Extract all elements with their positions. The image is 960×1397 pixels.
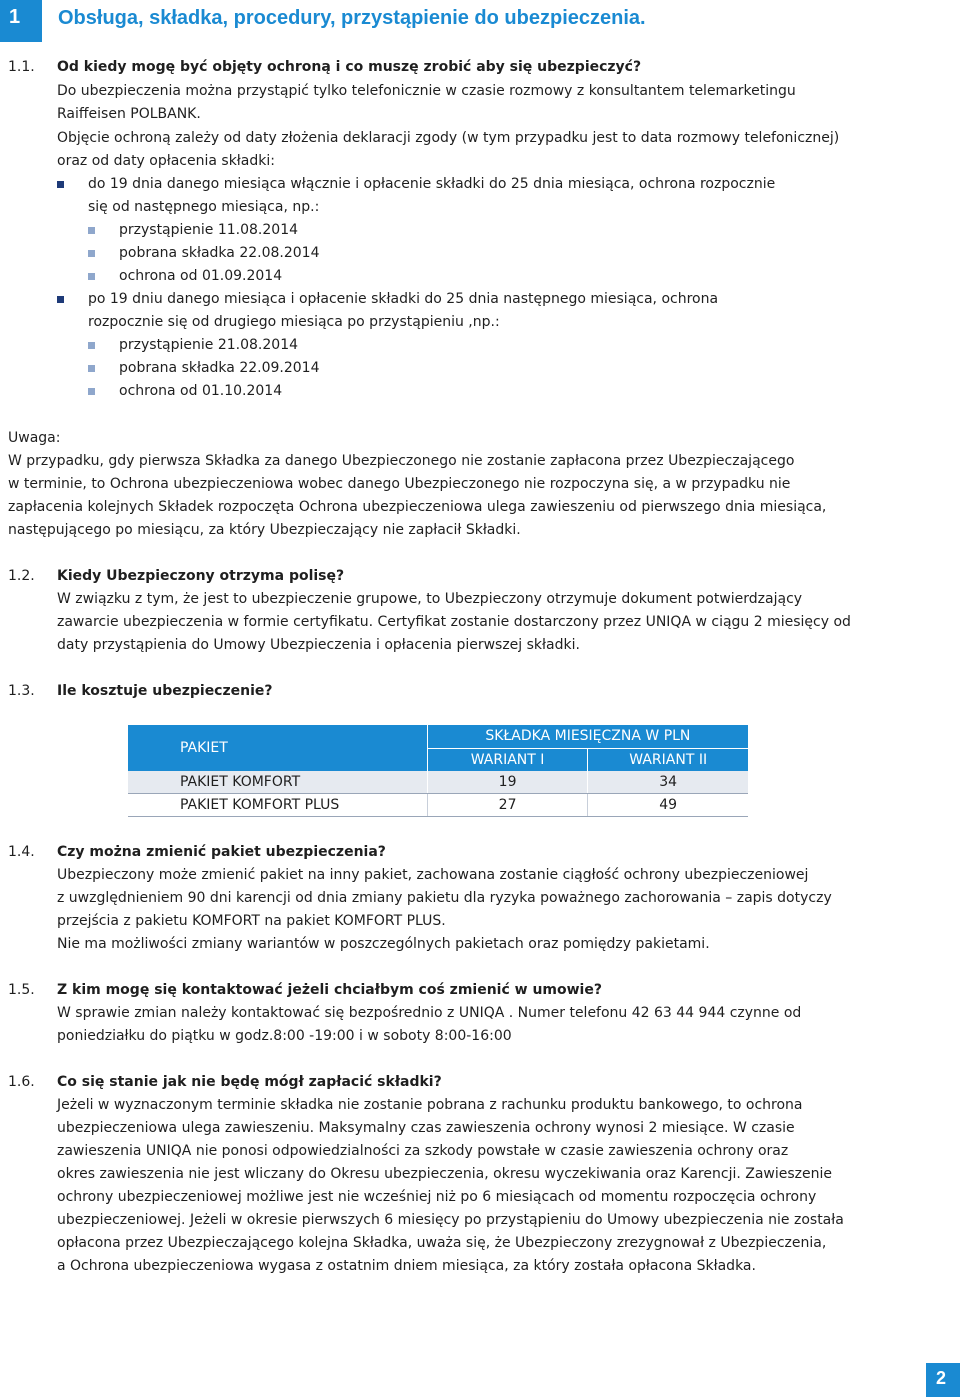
table-cell-value: 19 xyxy=(427,771,588,794)
section-1-5-number: 1.5. xyxy=(8,982,35,998)
paragraph-line: W sprawie zmian należy kontaktować się bezpośrednio z UNIQA . Numer telefonu 42 63 44 944 czynne od xyxy=(57,1005,802,1021)
note-line: następującego po miesiącu, za który Ubezpieczający nie zapłacił Składki. xyxy=(8,522,521,538)
section-1-4-number: 1.4. xyxy=(8,844,35,860)
table-header-wariant-2: WARIANT II xyxy=(588,748,748,771)
paragraph-line: Jeżeli w wyznaczonym terminie składka nie zostanie pobrana z rachunku produktu bankowego, to ochrona xyxy=(57,1097,803,1113)
sub-bullet-text: przystąpienie 21.08.2014 xyxy=(119,337,299,353)
sub-bullet-square-icon xyxy=(88,388,95,395)
section-1-4-heading: Czy można zmienić pakiet ubezpieczenia? xyxy=(57,844,386,860)
section-1-2-number: 1.2. xyxy=(8,568,35,584)
paragraph-line: a Ochrona ubezpieczeniowa wygasa z ostatnim dniem miesiąca, za który została opłacona Składka. xyxy=(57,1258,756,1274)
section-1-6-heading: Co się stanie jak nie będę mógł zapłacić składki? xyxy=(57,1074,442,1090)
table-row xyxy=(128,771,748,794)
sub-bullet-text: pobrana składka 22.08.2014 xyxy=(119,245,320,261)
bullet-text: rozpocznie się od drugiego miesiąca po przystąpieniu ,np.: xyxy=(88,314,500,330)
sub-bullet-text: pobrana składka 22.09.2014 xyxy=(119,360,320,376)
paragraph-line: ubezpieczeniowej. Jeżeli w okresie pierwszych 6 miesięcy po przystąpieniu do Umowy ubezpieczenia nie została xyxy=(57,1212,844,1228)
paragraph-line: Ubezpieczony może zmienić pakiet na inny pakiet, zachowana zostanie ciągłość ochrony ubezpieczeniowej xyxy=(57,867,809,883)
note-line: zapłacenia kolejnych Składek rozpoczęta Ochrona ubezpieczeniowa ulega zawieszeniu od pierwszego dnia miesiąca, xyxy=(8,499,827,515)
note-label: Uwaga: xyxy=(8,430,61,446)
table-cell-package: PAKIET KOMFORT PLUS xyxy=(128,794,427,817)
paragraph-line: Objęcie ochroną zależy od daty złożenia deklaracji zgody (w tym przypadku jest to data rozmowy telefonicznej) xyxy=(57,130,840,146)
paragraph-line: okres zawieszenia nie jest wliczany do Okresu ubezpieczenia, okresu wyczekiwania oraz Karencji. Zawieszenie xyxy=(57,1166,832,1182)
paragraph-line: W związku z tym, że jest to ubezpieczenie grupowe, to Ubezpieczony otrzymuje dokument potwierdzający xyxy=(57,591,803,607)
paragraph-line: Raiffeisen POLBANK. xyxy=(57,106,201,122)
page-number: 2 xyxy=(936,1368,947,1388)
paragraph-line: zawieszenia UNIQA nie ponosi odpowiedzialności za szkody powstałe w czasie zawieszenia ochrony oraz xyxy=(57,1143,789,1159)
section-1-1-heading: Od kiedy mogę być objęty ochroną i co muszę zrobić aby się ubezpieczyć? xyxy=(57,59,642,75)
bullet-text: po 19 dniu danego miesiąca i opłacenie składki do 25 dnia następnego miesiąca, ochrona xyxy=(88,291,719,307)
section-1-6-number: 1.6. xyxy=(8,1074,35,1090)
paragraph-line: Nie ma możliwości zmiany wariantów w poszczególnych pakietach oraz pomiędzy pakietami. xyxy=(57,936,710,952)
sub-bullet-square-icon xyxy=(88,227,95,234)
sub-bullet-square-icon xyxy=(88,365,95,372)
bullet-text: się od następnego miesiąca, np.: xyxy=(88,199,320,215)
bullet-text: do 19 dnia danego miesiąca włącznie i opłacenie składki do 25 dnia miesiąca, ochrona rozpocznie xyxy=(88,176,776,192)
table-header-pakiet: PAKIET xyxy=(128,725,427,771)
section-1-5-heading: Z kim mogę się kontaktować jeżeli chciałbym coś zmienić w umowie? xyxy=(57,982,602,998)
section-1-2-heading: Kiedy Ubezpieczony otrzyma polisę? xyxy=(57,568,345,584)
paragraph-line: poniedziałku do piątku w godz.8:00 -19:00 i w soboty 8:00-16:00 xyxy=(57,1028,512,1044)
page-number-badge xyxy=(926,1363,960,1397)
sub-bullet-square-icon xyxy=(88,342,95,349)
table-cell-value: 49 xyxy=(588,794,748,817)
table-cell-package: PAKIET KOMFORT xyxy=(128,771,427,794)
price-table xyxy=(128,725,748,817)
paragraph-line: ochrony ubezpieczeniowej możliwe jest nie wcześniej niż po 6 miesiącach od momentu rozpoczęcia ochrony xyxy=(57,1189,817,1205)
table-header-row xyxy=(128,725,748,748)
chapter-number: 1 xyxy=(9,6,21,28)
table-row xyxy=(128,794,748,817)
table-header-group: SKŁADKA MIESIĘCZNA W PLN xyxy=(427,725,748,748)
sub-bullet-square-icon xyxy=(88,250,95,257)
paragraph-line: daty przystąpienia do Umowy Ubezpieczenia i opłacenia pierwszej składki. xyxy=(57,637,580,653)
sub-bullet-text: ochrona od 01.09.2014 xyxy=(119,268,283,284)
table-cell-value: 34 xyxy=(588,771,748,794)
section-1-1-number: 1.1. xyxy=(8,59,35,75)
chapter-title: Obsługa, składka, procedury, przystąpienie do ubezpieczenia. xyxy=(58,7,646,29)
section-1-3-heading: Ile kosztuje ubezpieczenie? xyxy=(57,683,273,699)
paragraph-line: zawarcie ubezpieczenia w formie certyfikatu. Certyfikat zostanie dostarczony przez UNIQA w ciągu 2 miesięcy od xyxy=(57,614,851,630)
bullet-square-icon xyxy=(57,181,64,188)
paragraph-line: z uwzględnieniem 90 dni karencji od dnia zmiany pakietu dla ryzyka poważnego zachorowania – zapis dotyczy xyxy=(57,890,832,906)
paragraph-line: ubezpieczeniowa ulega zawieszeniu. Maksymalny czas zawieszenia ochrony wynosi 2 miesiące. W czasie xyxy=(57,1120,795,1136)
section-1-3-number: 1.3. xyxy=(8,683,35,699)
sub-bullet-text: ochrona od 01.10.2014 xyxy=(119,383,283,399)
chapter-number-badge xyxy=(0,0,42,42)
paragraph-line: oraz od daty opłacenia składki: xyxy=(57,153,275,169)
table-cell-value: 27 xyxy=(427,794,588,817)
paragraph-line: przejścia z pakietu KOMFORT na pakiet KOMFORT PLUS. xyxy=(57,913,446,929)
sub-bullet-square-icon xyxy=(88,273,95,280)
table-header-wariant-1: WARIANT I xyxy=(427,748,588,771)
paragraph-line: opłacona przez Ubezpieczającego kolejna Składka, uważa się, że Ubezpieczony zrezygnował z Ubezpieczenia, xyxy=(57,1235,827,1251)
paragraph-line: Do ubezpieczenia można przystąpić tylko telefonicznie w czasie rozmowy z konsultantem telemarketingu xyxy=(57,83,796,99)
note-line: w terminie, to Ochrona ubezpieczeniowa wobec danego Ubezpieczonego nie rozpoczyna się, a w przypadku nie xyxy=(8,476,791,492)
note-line: W przypadku, gdy pierwsza Składka za danego Ubezpieczonego nie zostanie zapłacona przez Ubezpieczającego xyxy=(8,453,795,469)
sub-bullet-text: przystąpienie 11.08.2014 xyxy=(119,222,299,238)
bullet-square-icon xyxy=(57,296,64,303)
